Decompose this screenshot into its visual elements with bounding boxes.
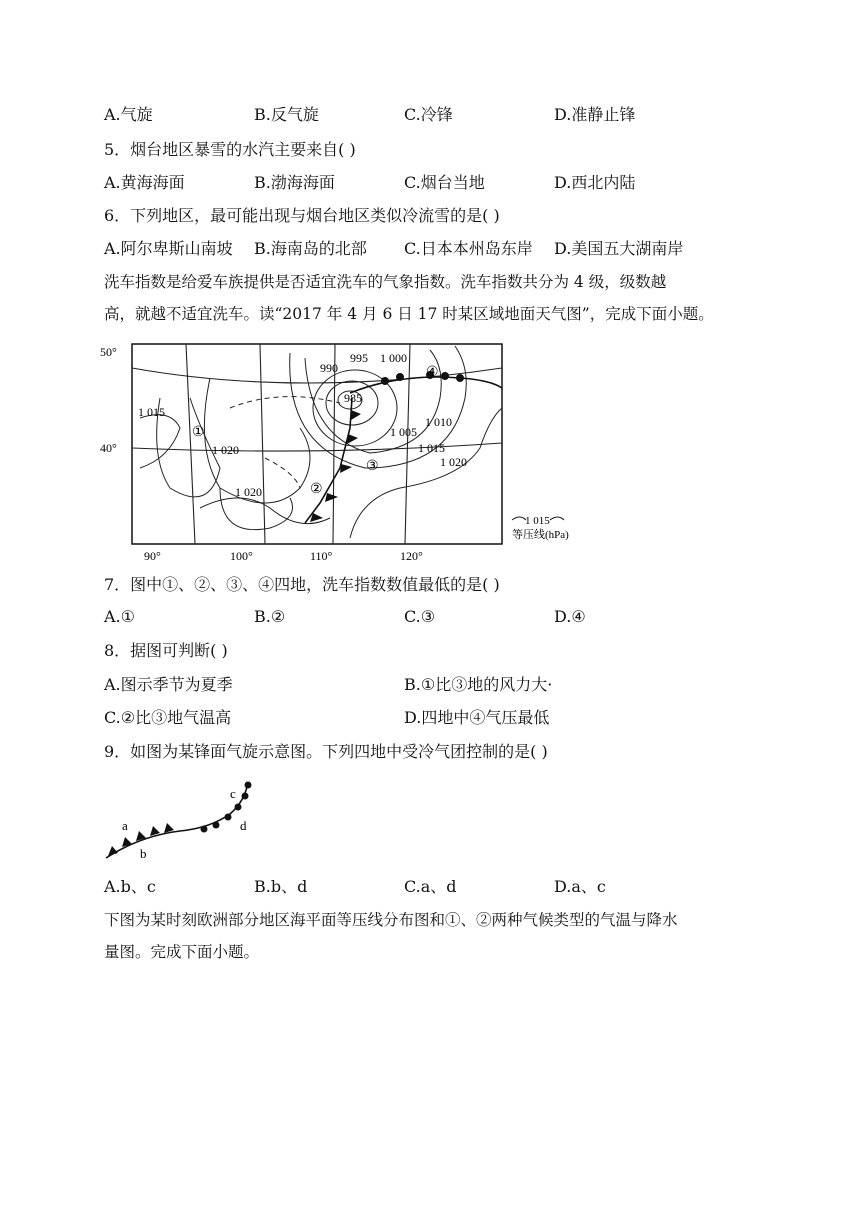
lon-label: 90° xyxy=(144,549,161,563)
option-b: B.② xyxy=(254,607,286,626)
option-b: B.渤海海面 xyxy=(254,173,335,192)
option-b: B.反气旋 xyxy=(254,105,319,124)
q7-options xyxy=(104,606,764,628)
option-a: A.阿尔卑斯山南坡 xyxy=(104,239,233,258)
weather-map xyxy=(100,338,600,564)
isobar-label: 990 xyxy=(320,361,338,375)
lat-label: 40° xyxy=(100,441,117,455)
option-c: C.烟台当地 xyxy=(404,173,485,192)
option-c: C.日本本州岛东岸 xyxy=(404,239,533,258)
isobar-label: 1 010 xyxy=(425,415,452,429)
point-label: ④ xyxy=(426,365,439,380)
q7-stem: 7．图中①、②、③、④四地，洗车指数数值最低的是( ) xyxy=(104,575,500,594)
option-c: C.②比③地气温高 xyxy=(104,708,232,727)
isobar-label: 1 020 xyxy=(440,455,467,469)
q9-stem: 9．如图为某锋面气旋示意图。下列四地中受冷气团控制的是( ) xyxy=(104,742,548,761)
lon-label: 100° xyxy=(230,549,253,563)
isobar-label: 1 000 xyxy=(380,351,407,365)
passage-washing-index xyxy=(104,266,760,330)
passage-line: 量图。完成下面小题。 xyxy=(104,943,260,961)
passage-europe xyxy=(104,904,760,968)
option-c: C.冷锋 xyxy=(404,105,453,124)
q4-options xyxy=(104,104,764,126)
label-d: d xyxy=(240,818,247,833)
point-label: ① xyxy=(192,425,205,440)
point-label: ③ xyxy=(366,459,379,474)
isobar-label: 1 015 xyxy=(138,405,165,419)
isobar-label: 1 020 xyxy=(235,485,262,499)
option-a: A.气旋 xyxy=(104,105,153,124)
q8-options-row2 xyxy=(104,707,764,729)
option-d: D.准静止锋 xyxy=(554,105,636,124)
legend-value: 1 015 xyxy=(525,515,550,527)
passage-line: 下图为某时刻欧洲部分地区海平面等压线分布图和①、②两种气候类型的气温与降水 xyxy=(104,911,678,929)
option-b: B.b、d xyxy=(254,877,308,896)
option-b: B.海南岛的北部 xyxy=(254,239,367,258)
option-a: A.b、c xyxy=(104,877,156,896)
option-d: D.④ xyxy=(554,607,586,626)
frontal-cyclone-figure xyxy=(100,776,260,868)
legend-label: 等压线(hPa) xyxy=(512,529,569,541)
passage-line: 高，就越不适宜洗车。读“2017 年 4 月 6 日 17 时某区域地面天气图”，完成下面小题。 xyxy=(104,305,714,323)
label-a: a xyxy=(122,818,128,833)
isobar-label: 985 xyxy=(344,391,362,405)
option-d: D.四地中④气压最低 xyxy=(404,708,550,727)
cold-front xyxy=(305,398,352,523)
q6-stem: 6．下列地区，最可能出现与烟台地区类似冷流雪的是( ) xyxy=(104,206,500,225)
q5-options xyxy=(104,172,764,194)
isobar-label: 1 015 xyxy=(418,441,445,455)
q6-options xyxy=(104,238,764,260)
label-b: b xyxy=(140,846,147,861)
trough-lines xyxy=(230,397,340,488)
option-d: D.a、c xyxy=(554,877,606,896)
label-c: c xyxy=(230,786,236,801)
isobar-label: 1 005 xyxy=(390,425,417,439)
isobar-label: 1 020 xyxy=(212,443,239,457)
option-a: A.① xyxy=(104,607,135,626)
q8-options-row1 xyxy=(104,674,764,696)
q9-options xyxy=(104,876,764,898)
option-d: D.西北内陆 xyxy=(554,173,636,192)
passage-line: 洗车指数是给爱车族提供是否适宜洗车的气象指数。洗车指数共分为 4 级，级数越 xyxy=(104,273,667,291)
option-a: A.黄海海面 xyxy=(104,173,185,192)
option-c: C.③ xyxy=(404,607,436,626)
option-b: B.①比③地的风力大· xyxy=(404,675,553,694)
option-d: D.美国五大湖南岸 xyxy=(554,239,684,258)
lat-label: 50° xyxy=(100,345,117,359)
q8-stem: 8．据图可判断( ) xyxy=(104,641,228,660)
point-label: ② xyxy=(310,482,323,497)
lon-label: 120° xyxy=(400,549,423,563)
lon-label: 110° xyxy=(310,549,333,563)
option-c: C.a、d xyxy=(404,877,457,896)
isobar-label: 995 xyxy=(350,351,368,365)
q5-stem: 5．烟台地区暴雪的水汽主要来自( ) xyxy=(104,140,356,159)
option-a: A.图示季节为夏季 xyxy=(104,675,233,694)
